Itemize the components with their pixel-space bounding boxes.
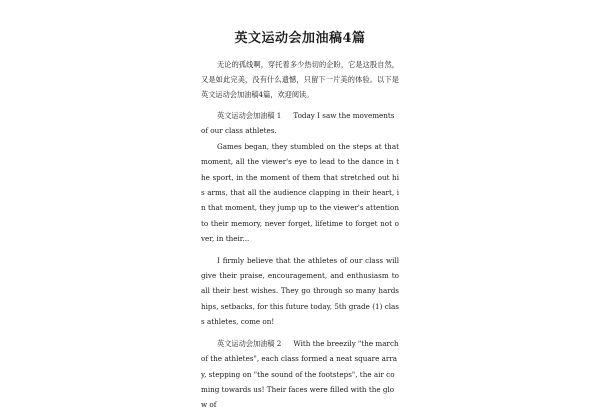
section-2-heading: 英文运动会加油稿 2 xyxy=(217,338,282,348)
section-1-paragraph-2: I firmly believe that the athletes of our class will give their praise, encouragement, and enthusiasm to all their best wishes. They go through so many hardships, setbacks, for this future today, 5th grade (1) class athletes, come on! xyxy=(201,255,399,327)
document-title: 英文运动会加油稿4篇 xyxy=(234,31,366,46)
section-2-lead: With the breezily "the march of the athletes", each class formed a neat square array, stepping on "the sound of the footsteps", the air coming towards us! Their faces were filled with the glow of xyxy=(201,338,399,410)
document-body xyxy=(201,31,399,413)
section-1-lead: Today I saw the movements of our class athletes. xyxy=(201,111,395,136)
section-1-heading-line xyxy=(201,108,399,139)
section-2-heading-line xyxy=(201,336,399,413)
section-1-heading: 英文运动会加油稿 1 xyxy=(217,111,282,120)
section-1-paragraph-1: Games began, they stumbled on the steps at that moment, all the viewer's eye to lead to the dance in the sport, in the moment of them that stretched out his arms, that all the audience clapping in their heart, in that moment, they jump up to the viewer's attention to their memory, never forget, lifetime to forget not over, in their... xyxy=(201,141,399,244)
intro-paragraph: 无论的孤线啊，穿托着多少热切的企盼，它是这股自然，又是如此完美，没有什么遗憾，只留下一片美的体验。以下是英文运动会加油稿4篇，欢迎阅读。 xyxy=(201,60,399,99)
